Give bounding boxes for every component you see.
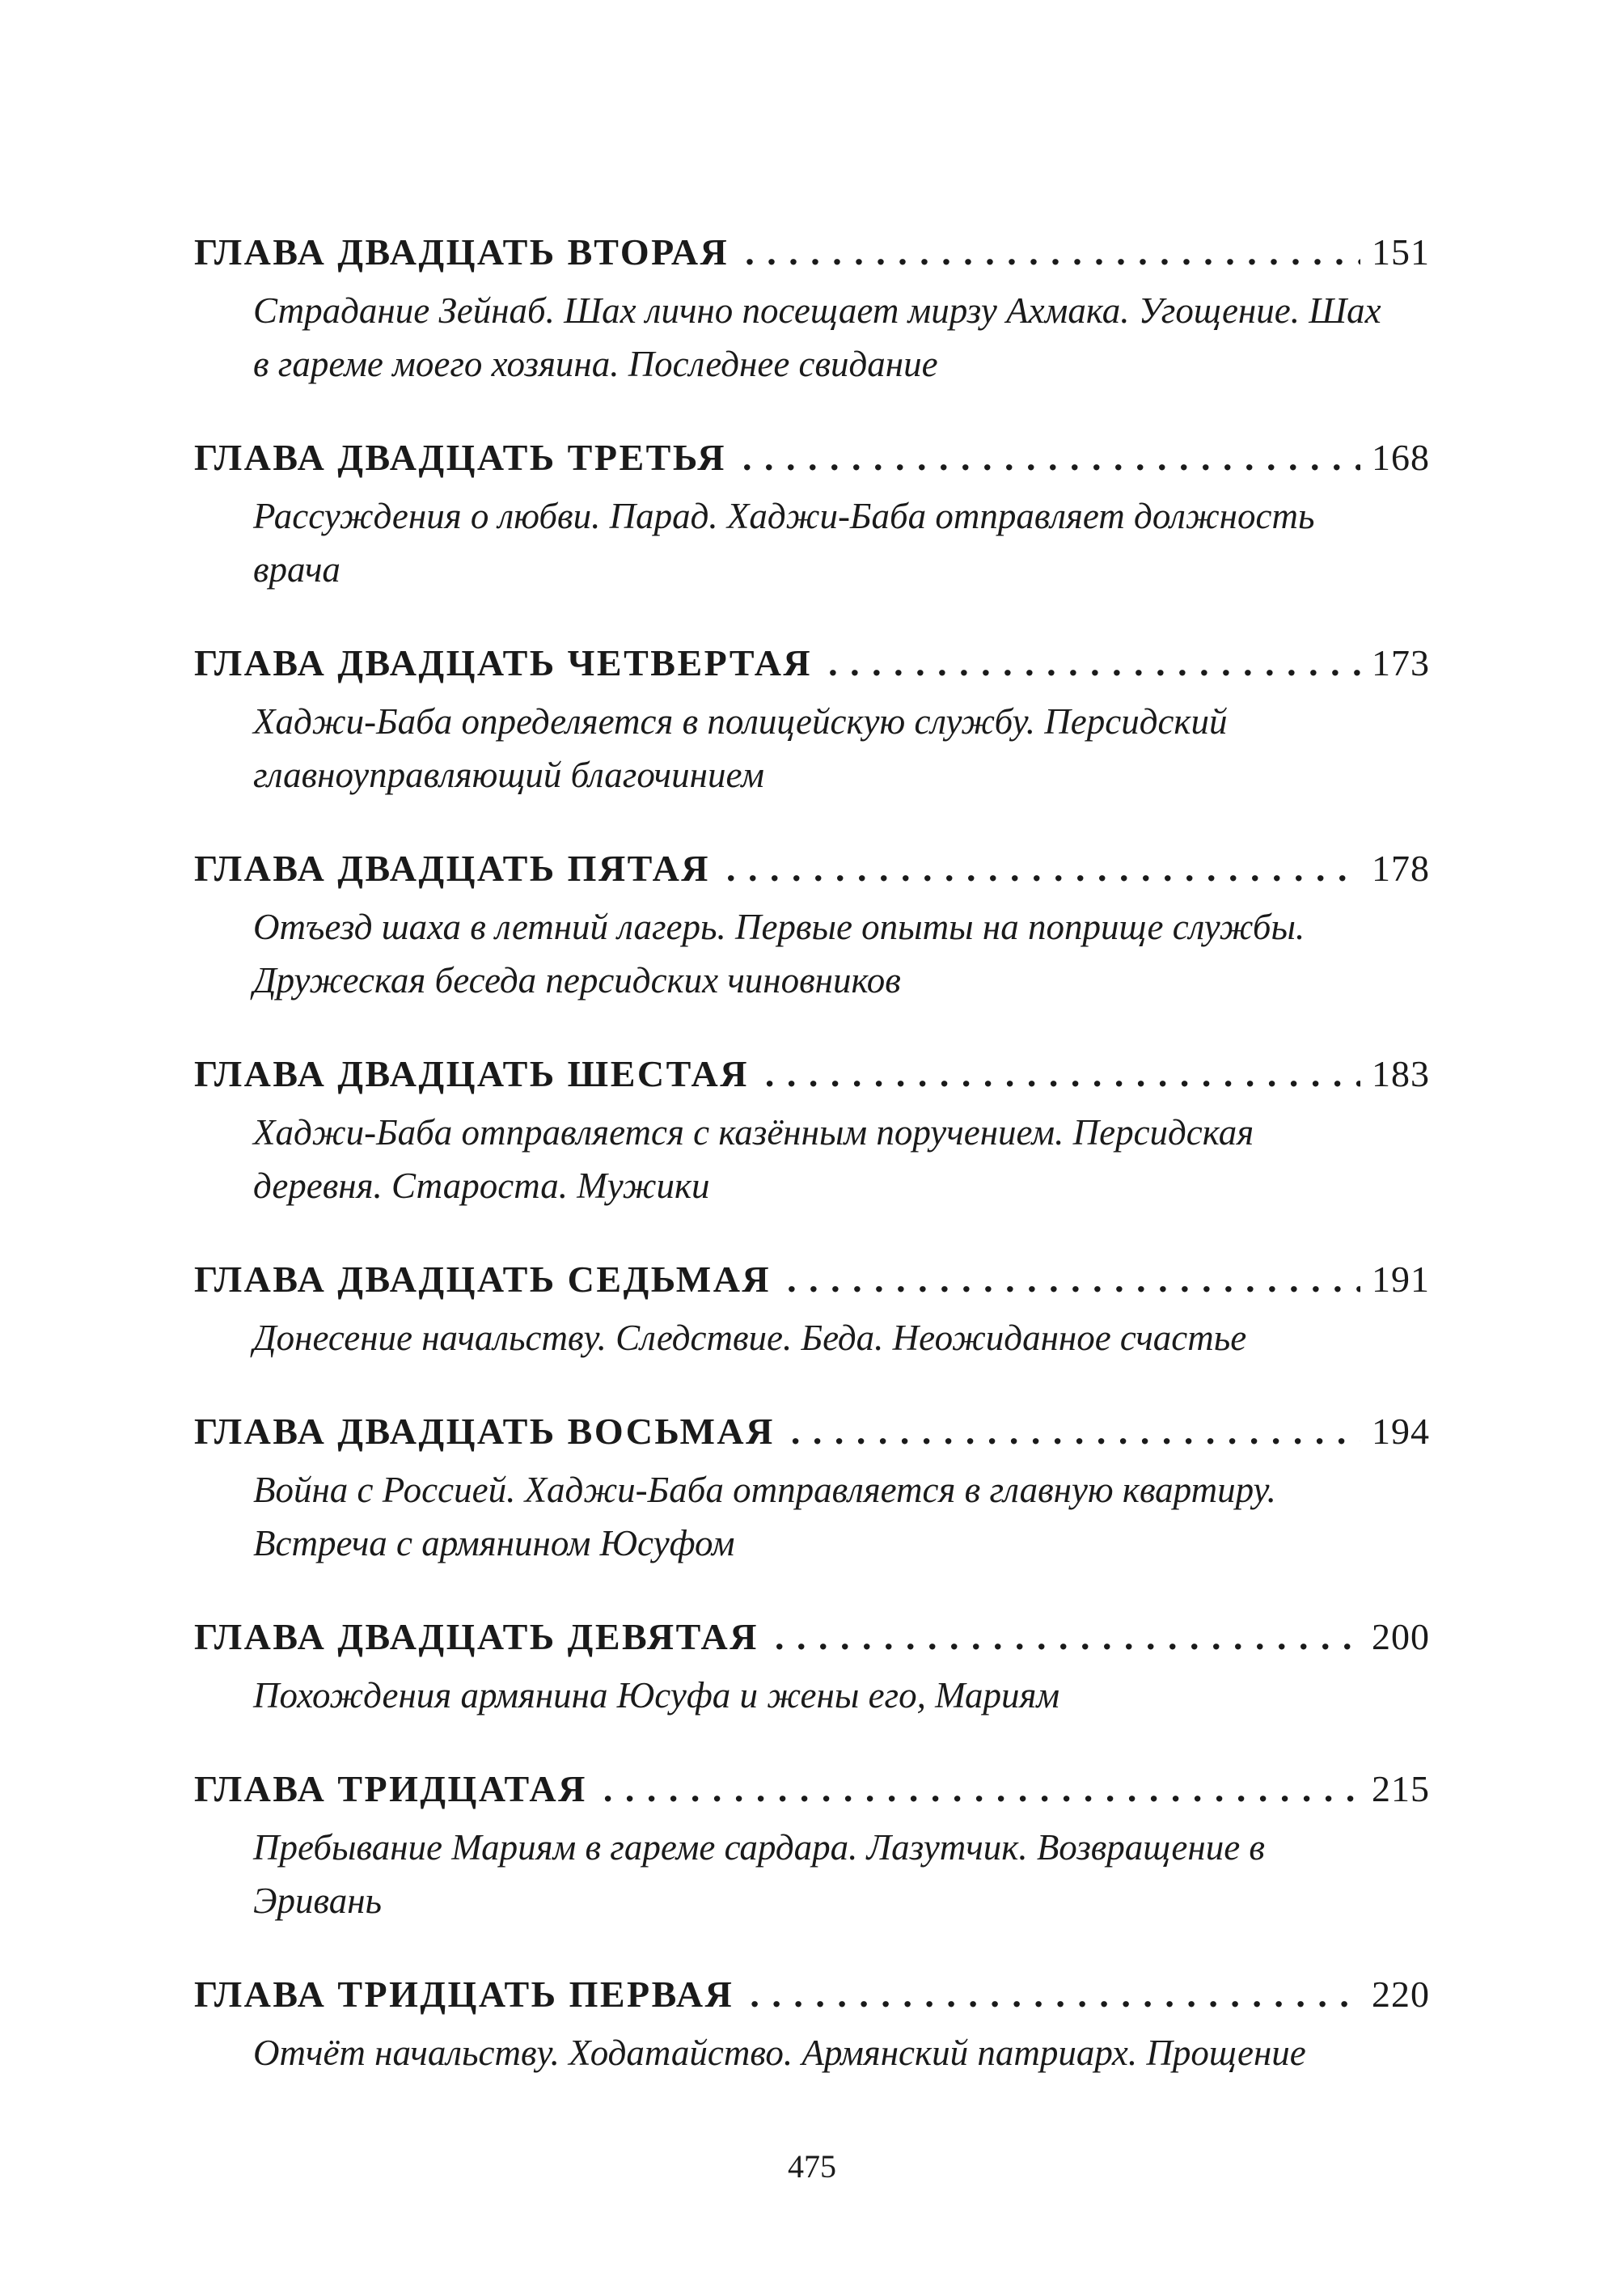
dot-leader bbox=[742, 436, 1360, 479]
chapter-description: Страдание Зейнаб. Шах лично посещает мирзу Ахмака. Угощение. Шах в гареме моего хозяина. Последнее свидание bbox=[253, 290, 1381, 384]
toc-entry-heading[interactable] bbox=[194, 1767, 1430, 1821]
chapter-description: Хаджи-Баба отправляется с казённым поручением. Персидская деревня. Староста. Мужики bbox=[253, 1112, 1254, 1206]
toc-entry bbox=[194, 1973, 1430, 2079]
toc-entry bbox=[194, 1052, 1430, 1212]
chapter-title: ГЛАВА ТРИДЦАТАЯ bbox=[194, 1768, 587, 1809]
page-reference: 178 bbox=[1372, 848, 1430, 889]
dot-leader bbox=[603, 1767, 1360, 1810]
page-reference: 183 bbox=[1372, 1053, 1430, 1094]
toc-entry bbox=[194, 1615, 1430, 1722]
toc-entry bbox=[194, 436, 1430, 596]
toc-entry-heading[interactable] bbox=[194, 1410, 1430, 1463]
toc-entry bbox=[194, 1258, 1430, 1364]
page-reference: 168 bbox=[1372, 437, 1430, 478]
chapter-title: ГЛАВА ДВАДЦАТЬ ТРЕТЬЯ bbox=[194, 437, 727, 478]
chapter-description: Пребывание Мариям в гареме сардара. Лазутчик. Возвращение в Эривань bbox=[253, 1827, 1265, 1921]
toc-entry-heading[interactable] bbox=[194, 1615, 1430, 1669]
toc-entry bbox=[194, 847, 1430, 1007]
chapter-description: Донесение начальству. Следствие. Беда. Неожиданное счастье bbox=[253, 1318, 1247, 1358]
page-reference: 173 bbox=[1372, 642, 1430, 683]
page-reference: 151 bbox=[1372, 231, 1430, 273]
page-number: 475 bbox=[788, 2148, 836, 2185]
chapter-description: Отчёт начальству. Ходатайство. Армянский патриарх. Прощение bbox=[253, 2033, 1306, 2073]
chapter-description: Хаджи-Баба определяется в полицейскую службу. Персидский главноуправляющий благочинием bbox=[253, 701, 1228, 795]
page-reference: 215 bbox=[1372, 1768, 1430, 1809]
chapter-title: ГЛАВА ДВАДЦАТЬ ВТОРАЯ bbox=[194, 231, 730, 273]
toc-entry bbox=[194, 231, 1430, 391]
toc-entry-heading[interactable] bbox=[194, 641, 1430, 695]
chapter-description: Похождения армянина Юсуфа и жены его, Мариям bbox=[253, 1675, 1060, 1716]
dot-leader bbox=[765, 1052, 1360, 1095]
dot-leader bbox=[726, 847, 1360, 890]
dot-leader bbox=[775, 1615, 1360, 1658]
page-reference: 200 bbox=[1372, 1616, 1430, 1657]
chapter-title: ГЛАВА ДВАДЦАТЬ ЧЕТВЕРТАЯ bbox=[194, 642, 813, 683]
chapter-description: Война с Россией. Хаджи-Баба отправляется в главную квартиру. Встреча с армянином Юсуфом bbox=[253, 1470, 1276, 1563]
chapter-description: Отъезд шаха в летний лагерь. Первые опыты на поприще службы. Дружеская беседа персидских чиновников bbox=[253, 907, 1305, 1001]
toc-entry-heading[interactable] bbox=[194, 847, 1430, 900]
toc-entry-heading[interactable] bbox=[194, 1052, 1430, 1106]
toc-entry-heading[interactable] bbox=[194, 436, 1430, 489]
page-reference: 194 bbox=[1372, 1411, 1430, 1452]
chapter-title: ГЛАВА ДВАДЦАТЬ ВОСЬМАЯ bbox=[194, 1411, 775, 1452]
page-reference: 191 bbox=[1372, 1259, 1430, 1300]
chapter-title: ГЛАВА ТРИДЦАТЬ ПЕРВАЯ bbox=[194, 1974, 734, 2015]
chapter-description: Рассуждения о любви. Парад. Хаджи-Баба отправляет должность врача bbox=[253, 496, 1315, 590]
toc-entry bbox=[194, 1410, 1430, 1570]
toc-entry-heading[interactable] bbox=[194, 1258, 1430, 1311]
toc-entry bbox=[194, 1767, 1430, 1927]
toc-entry-heading[interactable] bbox=[194, 231, 1430, 284]
chapter-title: ГЛАВА ДВАДЦАТЬ СЕДЬМАЯ bbox=[194, 1259, 772, 1300]
chapter-title: ГЛАВА ДВАДЦАТЬ ПЯТАЯ bbox=[194, 848, 711, 889]
dot-leader bbox=[745, 231, 1360, 273]
page-reference: 220 bbox=[1372, 1974, 1430, 2015]
dot-leader bbox=[791, 1410, 1360, 1453]
table-of-contents bbox=[194, 231, 1430, 2125]
chapter-title: ГЛАВА ДВАДЦАТЬ ШЕСТАЯ bbox=[194, 1053, 749, 1094]
toc-entry-heading[interactable] bbox=[194, 1973, 1430, 2026]
dot-leader bbox=[828, 641, 1360, 684]
dot-leader bbox=[787, 1258, 1360, 1301]
chapter-title: ГЛАВА ДВАДЦАТЬ ДЕВЯТАЯ bbox=[194, 1616, 759, 1657]
toc-entry bbox=[194, 641, 1430, 802]
dot-leader bbox=[750, 1973, 1360, 2016]
